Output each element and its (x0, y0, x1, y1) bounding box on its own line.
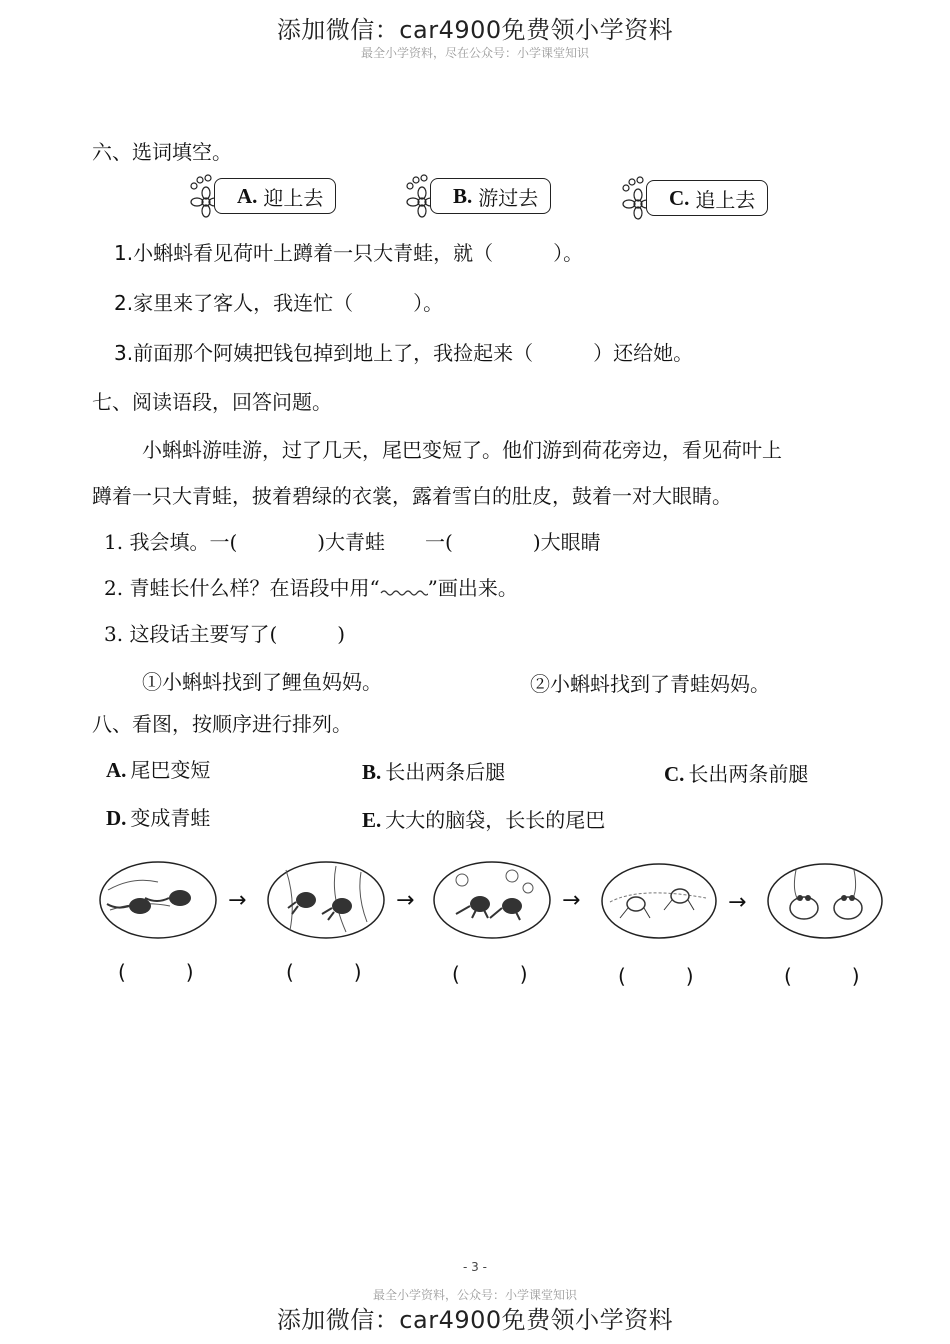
s7-choice-1: ①小蝌蚪找到了鲤鱼妈妈。 (142, 670, 382, 694)
answer-blank-4[interactable]: ( ) (618, 964, 694, 988)
stage-a: A. 尾巴变短 (106, 758, 211, 782)
option-c: C. 追上去 (646, 180, 768, 216)
s7-choice-2: ②小蝌蚪找到了青蛙妈妈。 (530, 672, 770, 696)
frog-picture-5 (766, 862, 884, 940)
option-b: B. 游过去 (430, 178, 551, 214)
tadpole-picture-1 (98, 860, 218, 940)
stage-e: E. 大大的脑袋，长长的尾巴 (362, 808, 606, 832)
answer-blank-5[interactable]: ( ) (784, 964, 860, 988)
watermark-bottom-sub: 最全小学资料，公众号：小学课堂知识 (372, 1288, 577, 1302)
watermark-bottom: 添加微信：car4900免费领小学资料 (276, 1306, 674, 1334)
stage-c: C. 长出两条前腿 (664, 762, 809, 786)
section6-title: 六、选词填空。 (92, 140, 232, 164)
stage-b: B. 长出两条后腿 (362, 760, 506, 784)
s7-question-3: 3. 这段话主要写了( ) (104, 622, 346, 646)
arrow-3: → (562, 888, 581, 913)
tadpole-picture-3 (432, 860, 552, 940)
section7-title: 七、阅读语段，回答问题。 (92, 390, 332, 414)
wavy-line-icon (380, 585, 428, 599)
arrow-2: → (396, 888, 415, 913)
s7-question-2: 2. 青蛙长什么样？在语段中用“ ”画出来。 (104, 576, 518, 600)
option-a: A. 迎上去 (214, 178, 336, 214)
froglet-picture-4 (600, 862, 718, 940)
s7-paragraph-line2: 蹲着一只大青蛙，披着碧绿的衣裳，露着雪白的肚皮，鼓着一对大眼睛。 (92, 484, 732, 508)
s6-question-1: 1.小蝌蚪看见荷叶上蹲着一只大青蛙，就（ ）。 (114, 241, 584, 265)
s6-question-2: 2.家里来了客人，我连忙（ ）。 (114, 291, 444, 315)
stage-d: D. 变成青蛙 (106, 806, 211, 830)
tadpole-picture-2 (266, 860, 386, 940)
page-number: - 3 - (463, 1260, 487, 1274)
s7-paragraph-line1: 小蝌蚪游哇游，过了几天，尾巴变短了。他们游到荷花旁边，看见荷叶上 (142, 438, 782, 462)
arrow-4: → (728, 890, 747, 915)
s7-question-1: 1. 我会填。一( )大青蛙 一( )大眼睛 (104, 530, 601, 554)
arrow-1: → (228, 888, 247, 913)
answer-blank-2[interactable]: ( ) (286, 960, 362, 984)
answer-blank-3[interactable]: ( ) (452, 962, 528, 986)
watermark-top: 添加微信：car4900免费领小学资料 (276, 16, 674, 44)
section8-title: 八、看图，按顺序进行排列。 (92, 712, 352, 736)
s6-question-3: 3.前面那个阿姨把钱包掉到地上了，我捡起来（ ）还给她。 (114, 341, 694, 365)
watermark-top-sub: 最全小学资料，尽在公众号：小学课堂知识 (360, 46, 589, 60)
answer-blank-1[interactable]: ( ) (118, 960, 194, 984)
